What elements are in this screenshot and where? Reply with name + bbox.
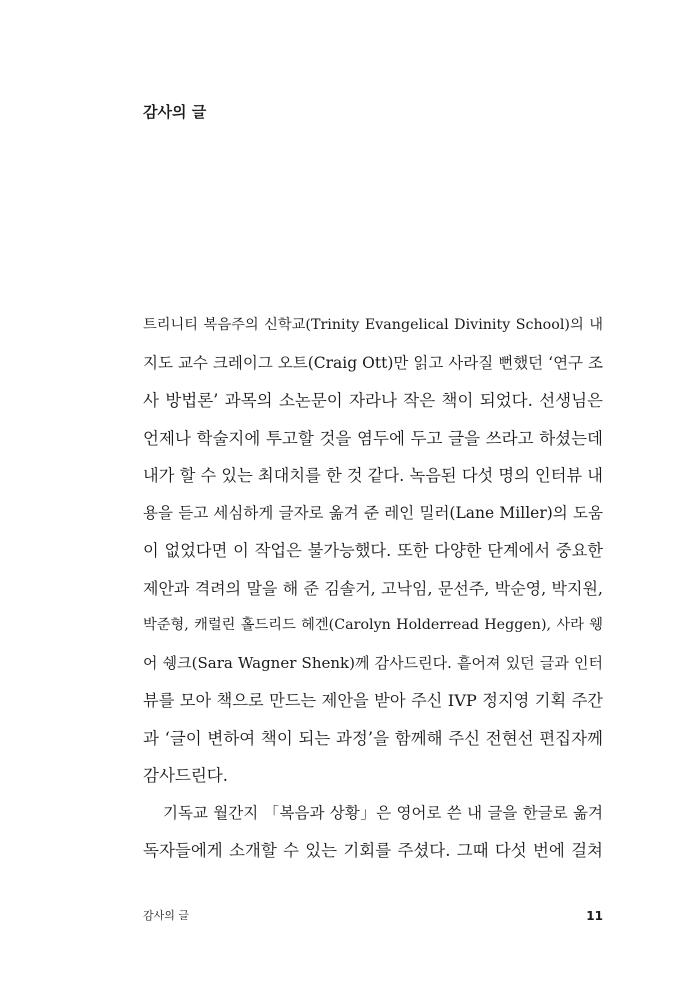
text-line: 어 쉥크(Sara Wagner Shenk)께 감사드린다. 흩어져 있던 글과 인터 bbox=[143, 653, 603, 672]
text-line: 언제나 학술지에 투고할 것을 염두에 두고 글을 쓰라고 하셨는데 bbox=[143, 428, 603, 448]
text-line: 지도 교수 크레이그 오트(Craig Ott)만 읽고 사라질 뻔했던 ‘연구 조 bbox=[143, 353, 603, 372]
text-line: 감사드린다. bbox=[143, 766, 228, 785]
text-line: 제안과 격려의 말을 해 준 김솔거, 고낙임, 문선주, 박순영, 박지원, bbox=[143, 578, 603, 598]
text-line: 용을 듣고 세심하게 글자로 옮겨 준 레인 밀러(Lane Miller)의 도움 bbox=[143, 503, 603, 522]
running-title: 감사의 글 bbox=[143, 909, 190, 922]
text-line: 과 ‘글이 변하여 책이 되는 과정’을 함께해 주신 전현선 편집자께 bbox=[143, 728, 603, 748]
text-line: 이 없었다면 이 작업은 불가능했다. 또한 다양한 단계에서 중요한 bbox=[143, 541, 603, 560]
text-line: 사 방법론’ 과목의 소논문이 자라나 작은 책이 되었다. 선생님은 bbox=[143, 391, 603, 410]
body-text bbox=[143, 307, 603, 870]
text-line: 박준형, 캐럴린 홀드리드 헤겐(Carolyn Holderread Heggen), 사라 웽 bbox=[143, 617, 603, 633]
page-number: 11 bbox=[586, 909, 603, 923]
text-line: 내가 할 수 있는 최대치를 한 것 같다. 녹음된 다섯 명의 인터뷰 내 bbox=[143, 466, 603, 485]
text-line: 기독교 월간지 「복음과 상황」은 영어로 쓴 내 글을 한글로 옮겨 bbox=[163, 803, 603, 822]
text-line: 뷰를 모아 책으로 만드는 제안을 받아 주신 IVP 정지영 기획 주간 bbox=[143, 691, 603, 710]
text-line: 독자들에게 소개할 수 있는 기회를 주셨다. 그때 다섯 번에 걸쳐 bbox=[143, 841, 603, 860]
chapter-title: 감사의 글 bbox=[143, 103, 207, 121]
text-line: 트리니티 복음주의 신학교(Trinity Evangelical Divinity School)의 내 bbox=[143, 317, 603, 333]
page-footer bbox=[143, 907, 603, 925]
